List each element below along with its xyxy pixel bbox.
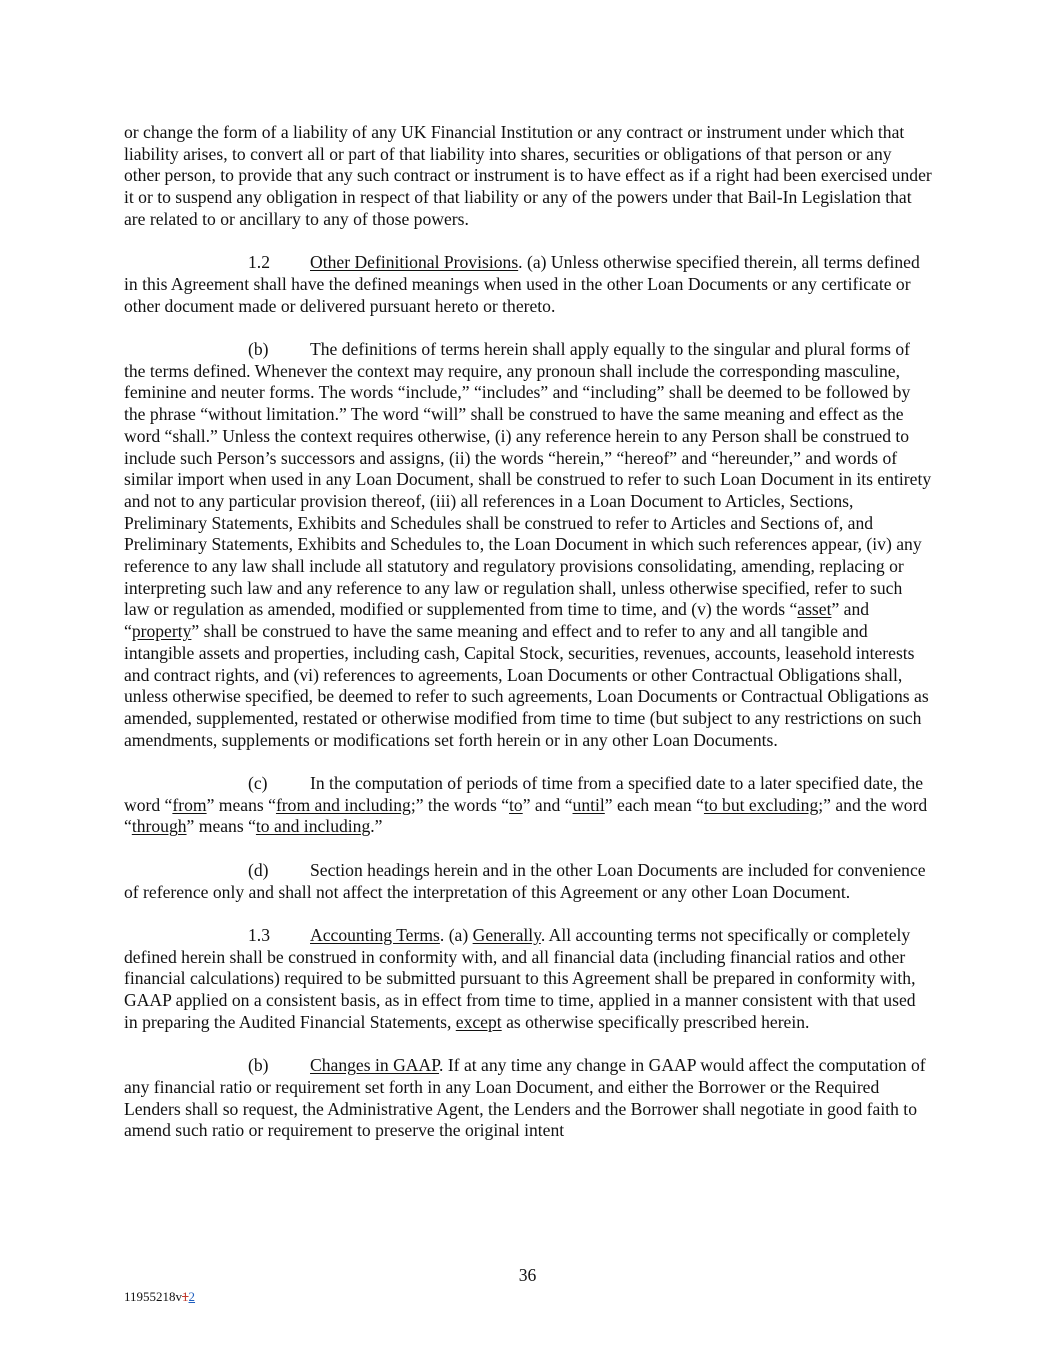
section-1-2-paragraph-a: 1.2 Other Definitional Provisions. (a) Unless otherwise specified therein, all terms defined in this Agreement shall have the defined meanings when used in the other Loan Documents or any certificate or other document made or delivered pursuant hereto or thereto. — [124, 252, 920, 316]
paragraph-label: (b) — [248, 339, 269, 359]
section-heading: Accounting Terms — [310, 924, 440, 945]
defined-term: property — [131, 621, 192, 642]
defined-term: until — [572, 794, 605, 815]
paragraph-label: (c) — [248, 773, 268, 794]
defined-term: to and including — [255, 816, 371, 837]
paragraph-label: (b) — [248, 1055, 269, 1076]
subsection-heading: Changes in GAAP — [310, 1055, 440, 1076]
emphasis-term: except — [455, 1011, 502, 1032]
defined-term: from — [172, 794, 207, 815]
defined-term: through — [131, 816, 187, 837]
defined-term: from and including — [275, 794, 411, 815]
subsection-heading: Generally — [472, 924, 541, 945]
paragraph-label: (d) — [248, 859, 269, 880]
paragraph-d-headings: (d) Section headings herein and in the other Loan Documents are included for convenience of reference only and shall not affect the interpretation of this Agreement or any other Loan Document. — [124, 859, 926, 902]
paragraph-c-computation: (c) In the computation of periods of time from a specified date to a later specified date, the word “from” means “from and including;” the words “to” and “until” each mean “to but excluding;” and the word “through” means “to and including.” — [124, 773, 928, 837]
paragraph-b-definitions: (b) The definitions of terms herein shall apply equally to the singular and plural forms of the terms defined. Whenever the context may require, any pronoun shall include the corresponding masculine, feminine and neuter forms. The words “include,” “includes” and “including” shall be deemed to be followed by the phrase “without limitation.” The word “will” shall be construed to have the same meaning and effect as the word “shall.” Unless the context requires otherwise, (i) any reference herein to any Person shall be construed to include such Person’s successors and assigns, (ii) the words “herein,” “hereof” and “hereunder,” and words of similar import when used in any Loan Document, shall be construed to refer to such Loan Document in its entirety and not to any particular provision thereof, (iii) all references in a Loan Document to Articles, Sections, Preliminary Statements, Exhibits and Schedules shall be construed to refer to Articles and Sections of, and Preliminary Statements, Exhibits and Schedules to, the Loan Document in which such references appear, (iv) any reference to any law shall include all statutory and regulatory provisions consolidating, amending, replacing or interpreting such law and any reference to any law or regulation shall, unless otherwise specified, refer to such law or regulation as amended, modified or supplemented from time to time, and (v) the words “asset” and “property” shall be construed to have the same meaning and effect and to refer to any and all tangible and intangible assets and properties, including cash, Capital Stock, securities, revenues, accounts, leasehold interests and contract rights, and (vi) references to agreements, Loan Documents or other Contractual Obligations shall, unless otherwise specified, be deemed to refer to such agreements, Loan Documents or Contractual Obligations as amended, supplemented, restated or otherwise modified from time to time (but subject to any restrictions on such amendments, supplements or modifications set forth herein or in any other Loan Documents. — [124, 339, 932, 750]
defined-term: to — [509, 794, 523, 815]
deleted-version: 1 — [182, 1289, 189, 1304]
section-1-3-accounting-terms: 1.3 Accounting Terms. (a) Generally. All accounting terms not specifically or completely defined herein shall be construed in conformity with, and all financial data (including financial ratios and other financial calculations) required to be submitted pursuant to this Agreement shall be prepared in conformity with, GAAP applied on a consistent basis, as in effect from time to time, applied in a manner consistent with that used in preparing the Audited Financial Statements, except as otherwise specifically prescribed herein. — [124, 924, 916, 1032]
document-id: 11955218v12 — [124, 1289, 196, 1304]
defined-term: asset — [797, 599, 832, 620]
paragraph-b-changes-in-gaap: (b) Changes in GAAP. If at any time any change in GAAP would affect the computation of any financial ratio or requirement set forth in any Loan Document, and either the Borrower or the Required Lenders shall so request, the Administrative Agent, the Lenders and the Borrower shall negotiate in good faith to amend such ratio or requirement to preserve the original intent — [124, 1055, 926, 1141]
page-number: 36 — [518, 1265, 537, 1285]
section-heading: Other Definitional Provisions — [310, 252, 519, 273]
defined-term: to but excluding — [703, 794, 819, 815]
paragraph-bail-in-continuation: or change the form of a liability of any UK Financial Institution or any contract or instrument under which that liability arises, to convert all or part of that liability into shares, securities or obligations of that person or any other person, to provide that any such contract or instrument is to have effect as if a right had been exercised under it or to suspend any obligation in respect of that liability or any of the powers under that Bail-In Legislation that are related to or ancillary to any of those powers. — [124, 122, 932, 229]
inserted-version: 2 — [188, 1289, 196, 1304]
section-number: 1.3 — [248, 924, 270, 945]
section-number: 1.2 — [248, 252, 270, 273]
